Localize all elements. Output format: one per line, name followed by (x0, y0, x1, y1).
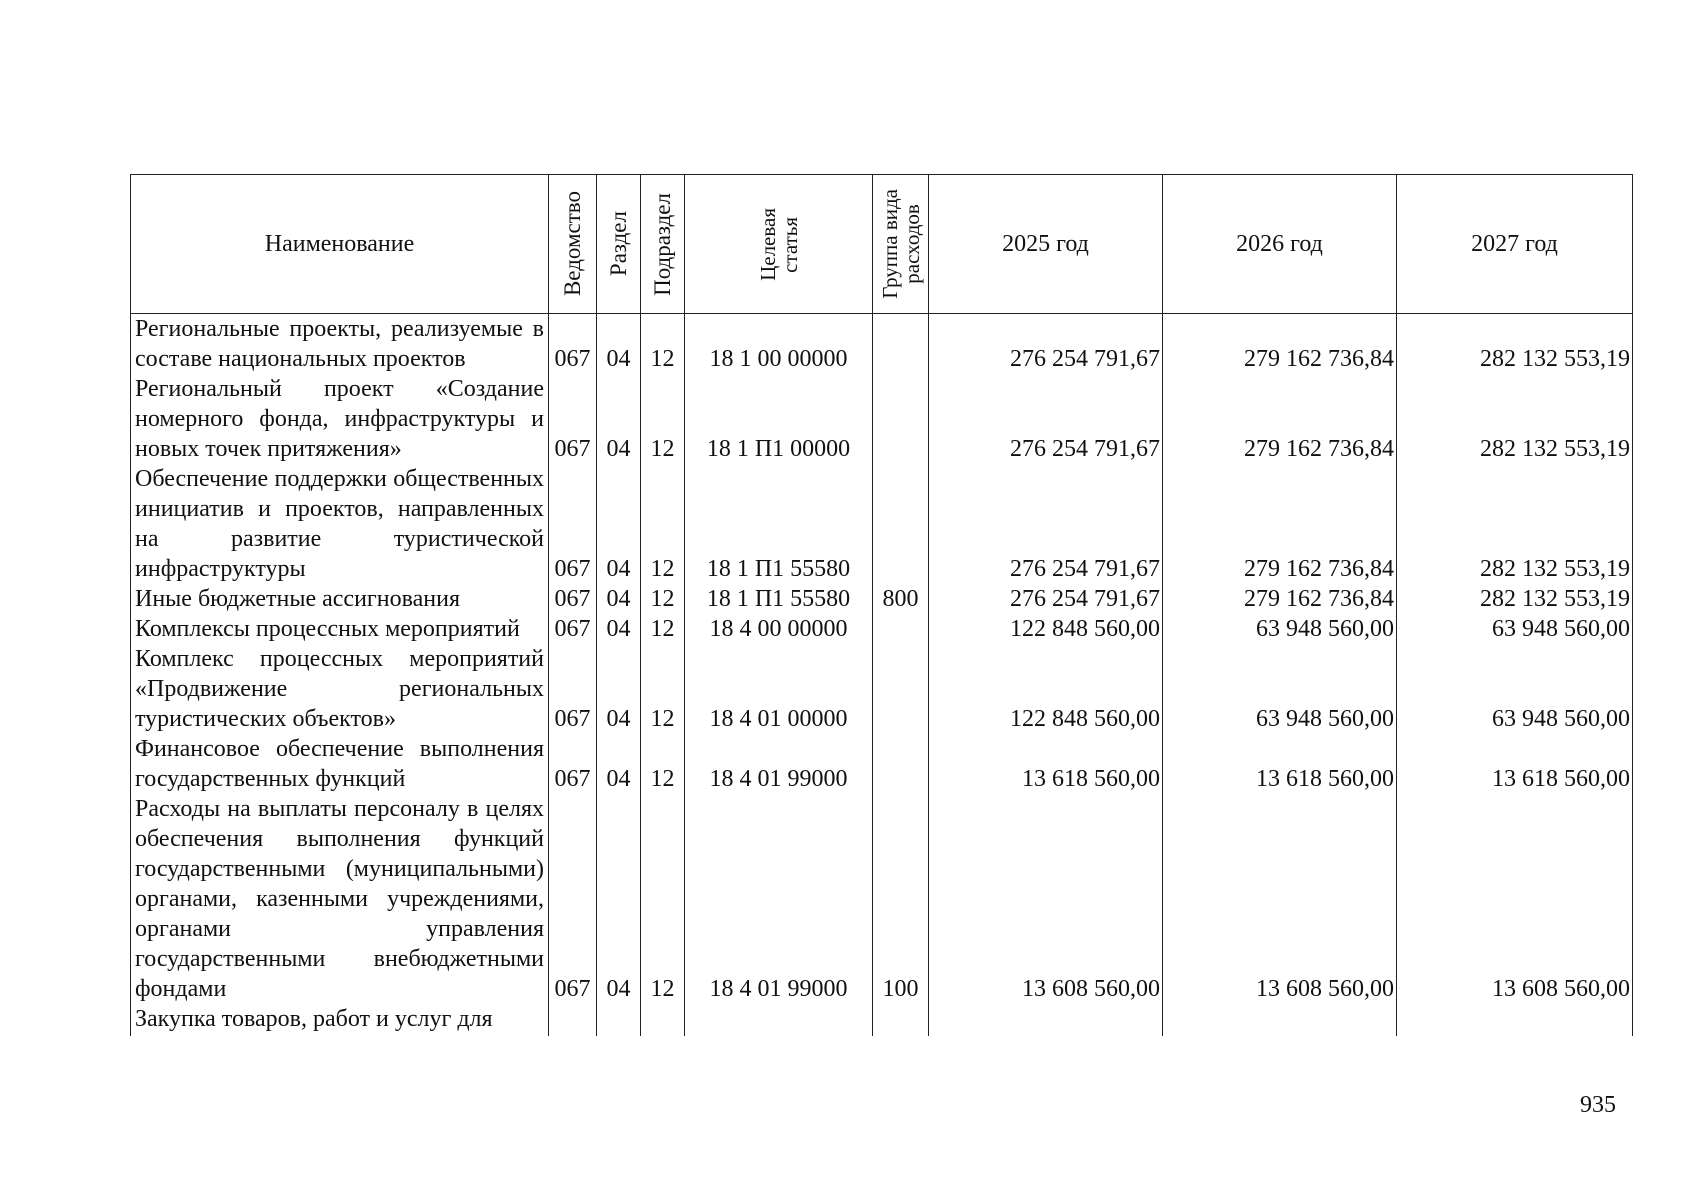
row-celevaya-statya: 18 4 01 00000 (685, 644, 873, 734)
row-vedomstvo: 067 (549, 464, 597, 584)
row-amount-2025: 276 254 791,67 (929, 464, 1163, 584)
row-name: Комплекс процессных мероприятий «Продвижение региональных туристических объектов» (131, 644, 549, 734)
table-row (131, 314, 1633, 375)
table-row (131, 1004, 1633, 1036)
row-gruppa (873, 734, 929, 794)
row-amount-2026: 279 162 736,84 (1163, 464, 1397, 584)
row-celevaya-statya: 18 1 П1 55580 (685, 464, 873, 584)
header-gruppa-vida-raskhodov: Группа вида расходов (873, 175, 929, 314)
row-amount-2027: 282 132 553,19 (1397, 584, 1633, 614)
row-amount-2027: 13 618 560,00 (1397, 734, 1633, 794)
header-year-2026: 2026 год (1163, 175, 1397, 314)
row-gruppa: 800 (873, 584, 929, 614)
header-name: Наименование (131, 175, 549, 314)
row-amount-2027: 282 132 553,19 (1397, 464, 1633, 584)
row-amount-2025: 276 254 791,67 (929, 584, 1163, 614)
row-celevaya-statya: 18 4 01 99000 (685, 734, 873, 794)
table-row (131, 794, 1633, 1004)
row-amount-2026: 279 162 736,84 (1163, 374, 1397, 464)
row-vedomstvo: 067 (549, 584, 597, 614)
row-gruppa (873, 374, 929, 464)
row-name: Расходы на выплаты персоналу в целях обеспечения выполнения функций государственными (муниципальными) органами, казенными учреждениями, органами управления государственными внебюджетными фондами (131, 794, 549, 1004)
row-podrazdel: 12 (641, 374, 685, 464)
row-celevaya-statya: 18 4 00 00000 (685, 614, 873, 644)
row-amount-2027: 13 608 560,00 (1397, 794, 1633, 1004)
table-header (131, 175, 1633, 314)
row-name: Региональные проекты, реализуемые в составе национальных проектов (131, 314, 549, 375)
table-row (131, 464, 1633, 584)
row-razdel: 04 (597, 644, 641, 734)
page-number: 935 (1580, 1092, 1616, 1118)
row-amount-2025 (929, 1004, 1163, 1036)
row-amount-2025: 276 254 791,67 (929, 374, 1163, 464)
row-podrazdel: 12 (641, 614, 685, 644)
row-amount-2027: 282 132 553,19 (1397, 374, 1633, 464)
row-amount-2025: 13 608 560,00 (929, 794, 1163, 1004)
table-row (131, 734, 1633, 794)
row-amount-2026 (1163, 1004, 1397, 1036)
row-amount-2026: 63 948 560,00 (1163, 644, 1397, 734)
row-podrazdel: 12 (641, 584, 685, 614)
row-vedomstvo: 067 (549, 374, 597, 464)
row-razdel: 04 (597, 584, 641, 614)
row-vedomstvo: 067 (549, 314, 597, 375)
row-podrazdel: 12 (641, 314, 685, 375)
row-vedomstvo: 067 (549, 794, 597, 1004)
header-razdel: Раздел (597, 175, 641, 314)
table-row (131, 584, 1633, 614)
row-amount-2027: 63 948 560,00 (1397, 614, 1633, 644)
row-podrazdel: 12 (641, 464, 685, 584)
row-name: Финансовое обеспечение выполнения государственных функций (131, 734, 549, 794)
row-podrazdel (641, 1004, 685, 1036)
row-gruppa (873, 314, 929, 375)
table-row (131, 644, 1633, 734)
row-podrazdel: 12 (641, 734, 685, 794)
header-celevaya-statya: Целевая статья (685, 175, 873, 314)
row-vedomstvo (549, 1004, 597, 1036)
row-celevaya-statya: 18 1 00 00000 (685, 314, 873, 375)
row-amount-2026: 279 162 736,84 (1163, 584, 1397, 614)
row-razdel: 04 (597, 734, 641, 794)
row-gruppa (873, 464, 929, 584)
row-name: Комплексы процессных мероприятий (131, 614, 549, 644)
row-razdel: 04 (597, 314, 641, 375)
row-name: Региональный проект «Создание номерного фонда, инфраструктуры и новых точек притяжения» (131, 374, 549, 464)
table-row (131, 374, 1633, 464)
row-vedomstvo: 067 (549, 734, 597, 794)
table-body (131, 314, 1633, 1037)
row-amount-2025: 122 848 560,00 (929, 644, 1163, 734)
row-amount-2025: 13 618 560,00 (929, 734, 1163, 794)
row-amount-2025: 122 848 560,00 (929, 614, 1163, 644)
row-amount-2026: 279 162 736,84 (1163, 314, 1397, 375)
row-gruppa (873, 644, 929, 734)
row-name: Закупка товаров, работ и услуг для (131, 1004, 549, 1036)
row-razdel: 04 (597, 614, 641, 644)
row-amount-2026: 63 948 560,00 (1163, 614, 1397, 644)
header-year-2027: 2027 год (1397, 175, 1633, 314)
row-vedomstvo: 067 (549, 644, 597, 734)
row-gruppa: 100 (873, 794, 929, 1004)
row-celevaya-statya: 18 1 П1 55580 (685, 584, 873, 614)
row-celevaya-statya (685, 1004, 873, 1036)
row-vedomstvo: 067 (549, 614, 597, 644)
table-row (131, 614, 1633, 644)
header-vedomstvo: Ведомство (549, 175, 597, 314)
row-gruppa (873, 614, 929, 644)
row-name: Иные бюджетные ассигнования (131, 584, 549, 614)
row-gruppa (873, 1004, 929, 1036)
row-amount-2027 (1397, 1004, 1633, 1036)
row-celevaya-statya: 18 4 01 99000 (685, 794, 873, 1004)
row-amount-2025: 276 254 791,67 (929, 314, 1163, 375)
row-podrazdel: 12 (641, 794, 685, 1004)
row-amount-2027: 282 132 553,19 (1397, 314, 1633, 375)
header-podrazdel: Подраздел (641, 175, 685, 314)
row-razdel: 04 (597, 794, 641, 1004)
budget-table (130, 174, 1633, 1036)
row-razdel (597, 1004, 641, 1036)
row-razdel: 04 (597, 374, 641, 464)
row-amount-2026: 13 618 560,00 (1163, 734, 1397, 794)
row-amount-2027: 63 948 560,00 (1397, 644, 1633, 734)
row-name: Обеспечение поддержки общественных инициатив и проектов, направленных на развитие туристической инфраструктуры (131, 464, 549, 584)
header-year-2025: 2025 год (929, 175, 1163, 314)
row-amount-2026: 13 608 560,00 (1163, 794, 1397, 1004)
row-podrazdel: 12 (641, 644, 685, 734)
row-razdel: 04 (597, 464, 641, 584)
row-celevaya-statya: 18 1 П1 00000 (685, 374, 873, 464)
